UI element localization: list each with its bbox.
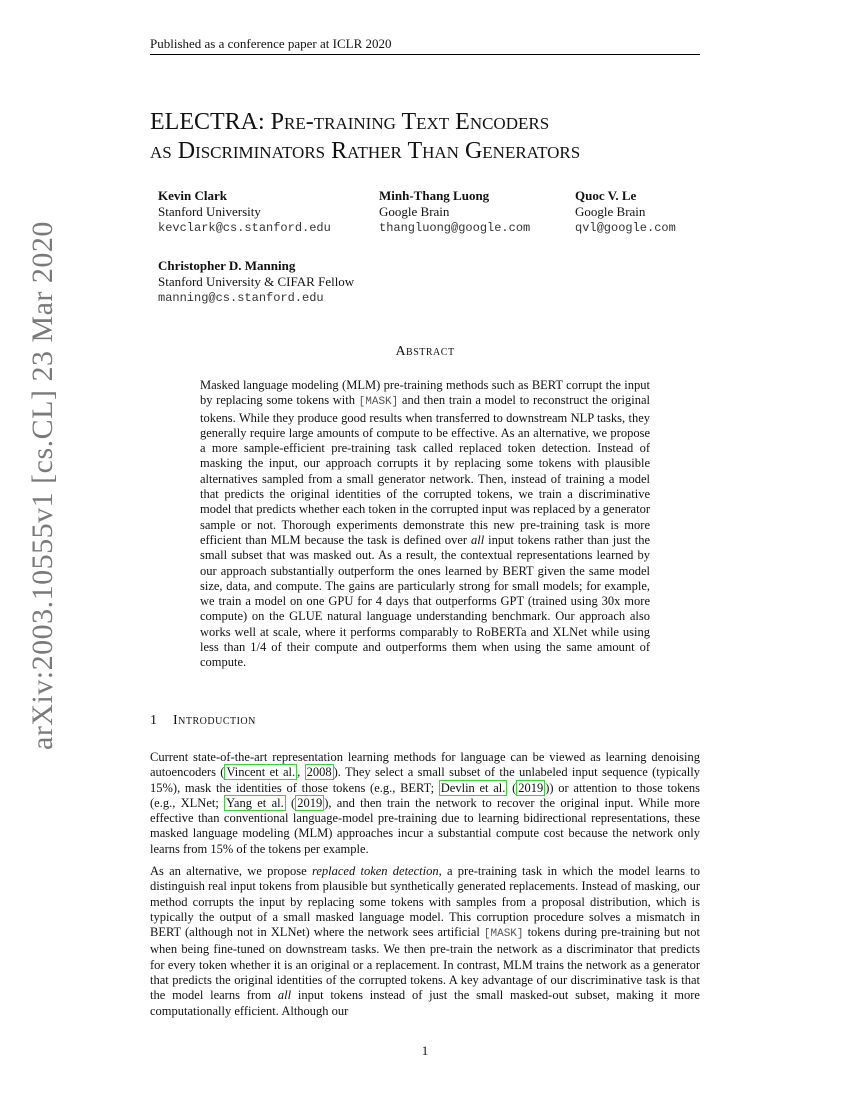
title-line1: : Pre-training Text Encoders: [258, 109, 550, 135]
citation-link[interactable]: Yang et al.: [226, 795, 284, 810]
author-name: Christopher D. Manning: [158, 258, 296, 273]
author-name: Kevin Clark: [158, 188, 227, 203]
author-block: [575, 188, 676, 236]
intro-paragraph-1: Current state-of-the-art representation learning methods for language can be viewed as learning denoising autoencoders ( Vincent et al. , 2008 ). They select a small subset of the unlabeled input sequence (typically 15%), mask the identities of those tokens (e.g., BERT; Devlin et al. ( 2019 )) or attention to those tokens (e.g., XLNet; Yang et al. ( 2019 ), and then train the network to recover the original input. While more effective than conventional language-model pre-training due to learning bidirectional representations, these masked language modeling (MLM) approaches incur a substantial compute cost because the network only learns from 15% of the tokens per example.: [150, 750, 701, 856]
citation-link[interactable]: 2019: [518, 780, 544, 795]
running-header: Published as a conference paper at ICLR 2020: [150, 36, 700, 55]
mask-token: [MASK]: [483, 928, 524, 941]
mask-token: [MASK]: [358, 396, 399, 409]
emphasis: all: [277, 988, 292, 1003]
citation-link[interactable]: Vincent et al.: [226, 765, 296, 780]
abstract-body: Masked language modeling (MLM) pre-training methods such as BERT corrupt the input by replacing some tokens with [MASK] and then train a model to reconstruct the original tokens. While they produce good results when transferred to downstream NLP tasks, they generally require large amounts of compute to be effective. As an alternative, we propose a more sample-efficient pre-training task called replaced token detection. Instead of masking the input, our approach corrupts it by replacing some tokens with plausible alternatives sampled from a small generator network. Then, instead of training a model that predicts the original identities of the corrupted tokens, we train a discriminative model that predicts whether each token in the corrupted input was replaced by a generator sample or not. Thorough experiments demonstrate this new pre-training task is more efficient than MLM because the task is defined over all input tokens rather than just the small subset that was masked out. As a result, the contextual representations learned by our approach substantially outperform the ones learned by BERT given the same model size, data, and compute. The gains are particularly strong for small models; for example, we train a model on one GPU for 4 days that outperforms GPT (trained using 30x more compute) on the GLUE natural language understanding benchmark. Our approach also works well at scale, where it performs comparably to RoBERTa and XLNet while using less than 1/4 of their compute and outperforms them when using the same amount of compute.: [200, 378, 651, 670]
author-email[interactable]: manning@cs.stanford.edu: [158, 291, 324, 305]
emphasis: all: [471, 532, 485, 547]
author-affiliation: Stanford University & CIFAR Fellow: [158, 274, 355, 289]
author-email[interactable]: qvl@google.com: [575, 221, 676, 235]
paper-title: [150, 108, 710, 166]
emphasis: replaced token detection,: [311, 864, 442, 878]
author-affiliation: Google Brain: [379, 204, 450, 219]
citation-link[interactable]: Devlin et al.: [440, 780, 506, 795]
author-name: Minh-Thang Luong: [379, 188, 490, 203]
citation-link[interactable]: 2008: [306, 765, 332, 780]
section-title: Introduction: [173, 713, 256, 728]
author-block: [379, 188, 530, 236]
page-number: 1: [421, 1043, 429, 1058]
author-block: [158, 188, 331, 236]
author-affiliation: Stanford University: [158, 204, 261, 219]
author-email[interactable]: thangluong@google.com: [379, 221, 531, 235]
title-line2: as Discriminators Rather Than Generators: [150, 138, 581, 164]
citation-link[interactable]: 2019: [297, 795, 323, 810]
title-acronym: ELECTRA: [150, 109, 258, 135]
section-number: 1: [150, 713, 157, 728]
author-name: Quoc V. Le: [575, 188, 637, 203]
author-affiliation: Google Brain: [575, 204, 646, 219]
section-heading-introduction: [150, 713, 256, 729]
intro-paragraph-2: As an alternative, we propose replaced token detection, a pre-training task in which the model learns to distinguish real input tokens from plausible but synthetically generated replacements. Instead of masking, our method corrupts the input by replacing some tokens with samples from a proposal distribution, which is typically the output of a small masked language model. This corruption procedure solves a mismatch in BERT (although not in XLNet) where the network sees artificial [MASK] tokens during pre-training but not when being fine-tuned on downstream tasks. We then pre-train the network as a discriminator that predicts for every token whether it is an original or a replacement. In contrast, MLM trains the network as a generator that predicts the original identities of the corrupted tokens. A key advantage of our discriminative task is that the model learns from all input tokens instead of just the small masked-out subset, making it more computationally efficient. Although our: [150, 864, 700, 1018]
author-email[interactable]: kevclark@cs.stanford.edu: [158, 221, 331, 235]
arxiv-identifier[interactable]: arXiv:2003.10555v1 [cs.CL] 23 Mar 2020: [26, 221, 59, 750]
author-block: [158, 258, 354, 306]
abstract-heading: Abstract: [395, 344, 455, 359]
